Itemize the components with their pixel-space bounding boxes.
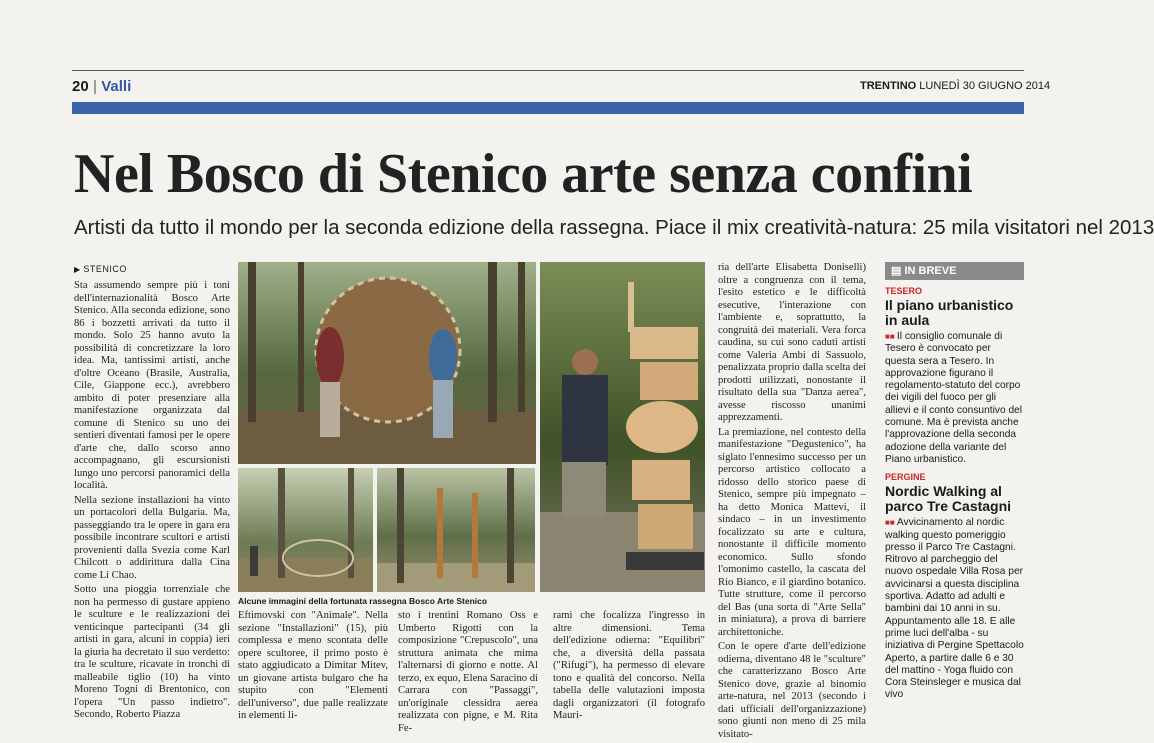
top-rule xyxy=(72,70,1024,71)
issue-date: LUNEDÌ 30 GIUGNO 2014 xyxy=(919,80,1051,92)
photo-caption: Alcune immagini della fortunata rassegna Bosco Arte Stenico xyxy=(238,596,488,606)
photo-illustration xyxy=(238,262,536,464)
masthead xyxy=(860,80,1050,92)
photo-illustration xyxy=(377,468,535,592)
briefs-heading xyxy=(885,262,1024,280)
photo-sculptor-wood-column xyxy=(540,262,705,592)
article-kicker: ▶ STENICO xyxy=(74,264,127,274)
article-subhead: Artisti da tutto il mondo per la seconda edizione della rassegna. Piace il mix creatività-natura: 25 mila visitatori nel 2013 xyxy=(74,216,1154,239)
paragraph: Sotto una pioggia torrenziale che non ha permesso di gustare appieno le sculture e le realizzazioni dei venticinque partecipanti (34 gli artisti in gara, alcuni in coppia) ieri la giuria ha decretato il suo verdetto: tra le sculture, ricavate in tronchi di malleabile tiglio (10) ha vinto Moreno Togni di Brentonico, con l'opera "Un passo indietro". Secondo, Roberto Piazza xyxy=(74,584,230,720)
article-column-3: sto i trentini Romano Oss e Umberto Rigotti con la composizione "Crepuscolo", una struttura animata che mima l'alternarsi di giorno e notte. Al terzo, ex equo, Elena Saracino di Carrara con "Passaggi", un'originale clessidra aerea realizzata con pigne, e M. Rita Fe- xyxy=(398,610,538,734)
page-header: 20 | Valli xyxy=(72,78,132,95)
section-name: Valli xyxy=(101,78,132,95)
paragraph: Con le opere d'arte dell'edizione odierna, diventano 48 le "sculture" che caratterizzano Bosco Arte Stenico dove, grazie al binomio arte-natura, nel 2013 (secondo i dati ufficiali dell'organizzazione) sono giunti non meno di 25 mila visitato- xyxy=(718,641,866,740)
brief-item xyxy=(885,472,1024,701)
brief-title: Nordic Walking al parco Tre Castagni xyxy=(885,483,1012,515)
article-column-1 xyxy=(74,280,230,724)
brief-location: PERGINE xyxy=(885,472,926,483)
paragraph: ria dell'arte Elisabetta Doniselli) oltre a congruenza con il tema, l'esito estetico e le difficoltà esecutive, l'interazione con l'ambiente e, soprattutto, la congruità dei materiali. Vera forca caudina, su cui sono caduti artisti come Valeria Ambi di Sassuolo, penalizzata proprio dalla scelta dei prodotti utilizzati, nonostante il risultato della sua "Danza aerea", avesse riscosso unanimi apprezzamenti. xyxy=(718,262,866,423)
brief-body: ■■ Il consiglio comunale di Tesero è convocato per questa sera a Tesero. In approvazione figurano il regolamento-statuto del corpo dei vigili del fuoco per gli allievi e il conto consuntivo del comune. Ma è prevista anche l'approvazione della seconda adozione della variante del Piano urbanistico. xyxy=(885,331,1024,466)
paragraph: Sta assumendo sempre più i toni dell'internazionalità Bosco Arte Stenico. Alla seconda edizione, sono 86 i bozzetti arrivati da tutto il mondo. Solo 25 hanno avuto la possibilità di concretizzare la loro idea. Ma, tantissimi artisti, anche d'oltre Oceano (Brasile, Australia, Cile, Giappone ecc.), avrebbero ambito di poter presenziare alla manifestazione organizzata dal comune di Stenico su uno dei sentieri diventati famosi per le opere d'arte che, dallo scorso anno accompagnano, gli escursionisti lungo uno percorsi panoramici della località. xyxy=(74,280,230,491)
photo-sculpture-sphere xyxy=(238,262,536,464)
paragraph: Nella sezione installazioni ha vinto un portacolori della Bulgaria. Ma, passeggiando tra le opere in gara era possibile incontrare scultori e artisti provenienti dalla Svezia come Karl Chilcott o addirittura dalla Cina come Li Chao. xyxy=(74,494,230,581)
brief-item xyxy=(885,286,1024,466)
section-color-bar xyxy=(72,102,1024,114)
briefs-heading-label: IN BREVE xyxy=(904,265,957,277)
brief-body: ■■ Avvicinamento al nordic walking questo pomeriggio presso il Parco Tre Castagni. Ritrovo al parcheggio del nuovo ospedale Villa Rosa per avvicinarsi a questa disciplina sportiva. Adatto ad adulti e bambini dai 10 anni in su. Appuntamento alle 18. E alle prime luci dell'alba - su iniziativa di Pergine Spettacolo Aperto, a partire dalle 6 e 30 del mattino - Yoga fluido con Cora Steinsleger e musica dal vivo xyxy=(885,517,1024,701)
newspaper-icon: ▤ xyxy=(891,265,902,277)
article-column-4: rami che focalizza l'ingresso in altre dimensioni. Tema dell'edizione odierna: "Equilibri" che, a diversità della passata ("Rifugi"), ha permesso di elevare tono e qualità del concorso. Nella tabella delle valutazioni imposta dagli organizzatori (il fotografo Mauri- xyxy=(553,610,705,721)
article-column-2: Eftimovski con "Animale". Nella sezione "Installazioni" (15), più complessa e meno scontata delle opere scultoree, il primo posto è stato aggiudicato a Dimitar Mitev, un giovane artista bulgaro che ha stupito con "Elementi dell'universo", due palle realizzate in elementi li- xyxy=(238,610,388,721)
brief-title: Il piano urbanistico in aula xyxy=(885,297,1014,328)
page-number: 20 xyxy=(72,78,89,95)
paragraph: La premiazione, nel contesto della manifestazione "Degustenico", ha siglato l'ennesimo successo per un percorso artistico collocato a ridosso dello storico paese di Stenico, sempre più impegnato – ha detto Monica Mattevi, il sindaco – in un investimento focalizzato su arte e cultura, nonostante il difficile momento economico. Sullo sfondo l'omonimo castello, la cascata del Rio Bianco, e il giardino botanico. Tutte strutture, come il percorso del Bas (una sorta di "Arte Sella" in miniatura), a prova di barriere architettoniche. xyxy=(718,426,866,638)
photo-forest-path-sculptures xyxy=(377,468,535,592)
brief-location: TESERO xyxy=(885,286,923,296)
news-briefs-sidebar xyxy=(885,262,1024,702)
newspaper-name: TRENTINO xyxy=(860,80,917,92)
photo-forest-installation xyxy=(238,468,373,592)
article-headline: Nel Bosco di Stenico arte senza confini xyxy=(74,143,973,205)
photo-illustration xyxy=(540,262,705,592)
photo-illustration xyxy=(238,468,373,592)
article-column-5 xyxy=(718,262,866,743)
